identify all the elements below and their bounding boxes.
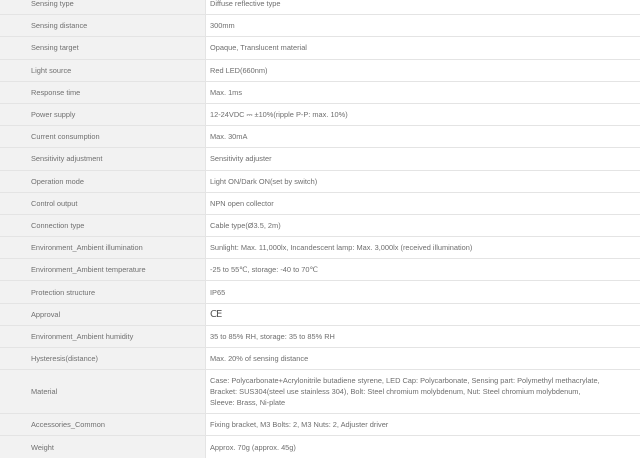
row-value: Sensitivity adjuster xyxy=(206,148,640,170)
table-row xyxy=(0,259,640,281)
row-value: Fixing bracket, M3 Bolts: 2, M3 Nuts: 2, Adjuster driver xyxy=(206,414,640,436)
material-value xyxy=(206,370,640,414)
row-value: 300mm xyxy=(206,15,640,37)
row-label: Operation mode xyxy=(0,170,206,192)
row-value: Max. 1ms xyxy=(206,81,640,103)
row-label: Power supply xyxy=(0,103,206,125)
row-value: Diffuse reflective type xyxy=(206,0,640,15)
table-row xyxy=(0,325,640,347)
table-row xyxy=(0,303,640,325)
table-row xyxy=(0,414,640,436)
row-label: Weight xyxy=(0,436,206,458)
row-value: 35 to 85% RH, storage: 35 to 85% RH xyxy=(206,325,640,347)
table-row xyxy=(0,148,640,170)
table-row xyxy=(0,37,640,59)
row-label: Protection structure xyxy=(0,281,206,303)
material-line: Bracket: SUS304(steel use stainless 304), Bolt: Steel chromium molybdenum, Nut: Steel chromium molybdenum, xyxy=(210,386,636,397)
ce-mark-icon: CE xyxy=(210,309,221,320)
table-row xyxy=(0,281,640,303)
row-label: Sensitivity adjustment xyxy=(0,148,206,170)
table-row xyxy=(0,237,640,259)
row-label: Hysteresis(distance) xyxy=(0,348,206,370)
table-row xyxy=(0,370,640,414)
material-line: Sleeve: Brass, Ni-plate xyxy=(210,397,636,408)
row-value: Light ON/Dark ON(set by switch) xyxy=(206,170,640,192)
table-row xyxy=(0,81,640,103)
approval-value xyxy=(206,303,640,325)
row-label: Current consumption xyxy=(0,126,206,148)
row-value: Approx. 70g (approx. 45g) xyxy=(206,436,640,458)
row-label: Accessories_Common xyxy=(0,414,206,436)
table-row xyxy=(0,59,640,81)
row-label: Sensing type xyxy=(0,0,206,15)
row-label: Environment_Ambient humidity xyxy=(0,325,206,347)
row-label: Response time xyxy=(0,81,206,103)
row-label: Approval xyxy=(0,303,206,325)
row-label: Sensing target xyxy=(0,37,206,59)
table-row xyxy=(0,192,640,214)
table-row xyxy=(0,170,640,192)
row-value: -25 to 55℃, storage: -40 to 70℃ xyxy=(206,259,640,281)
row-value: 12-24VDC ⎓ ±10%(ripple P-P: max. 10%) xyxy=(206,103,640,125)
row-label: Sensing distance xyxy=(0,15,206,37)
row-label: Connection type xyxy=(0,214,206,236)
row-value: IP65 xyxy=(206,281,640,303)
row-value: Opaque, Translucent material xyxy=(206,37,640,59)
row-label: Environment_Ambient temperature xyxy=(0,259,206,281)
table-row xyxy=(0,436,640,458)
material-line: Case: Polycarbonate+Acrylonitrile butadiene styrene, LED Cap: Polycarbonate, Sensing part: Polymethyl methacrylate, xyxy=(210,375,636,386)
row-value: Cable type(Ø3.5, 2m) xyxy=(206,214,640,236)
row-value: Max. 30mA xyxy=(206,126,640,148)
row-label: Control output xyxy=(0,192,206,214)
table-row xyxy=(0,103,640,125)
table-row xyxy=(0,15,640,37)
row-label: Light source xyxy=(0,59,206,81)
table-row xyxy=(0,214,640,236)
row-label: Environment_Ambient illumination xyxy=(0,237,206,259)
row-value: Sunlight: Max. 11,000lx, Incandescent lamp: Max. 3,000lx (received illumination) xyxy=(206,237,640,259)
row-value: NPN open collector xyxy=(206,192,640,214)
row-value: Max. 20% of sensing distance xyxy=(206,348,640,370)
table-row xyxy=(0,348,640,370)
table-row xyxy=(0,0,640,15)
table-row xyxy=(0,126,640,148)
row-value: Red LED(660nm) xyxy=(206,59,640,81)
row-label: Material xyxy=(0,370,206,414)
